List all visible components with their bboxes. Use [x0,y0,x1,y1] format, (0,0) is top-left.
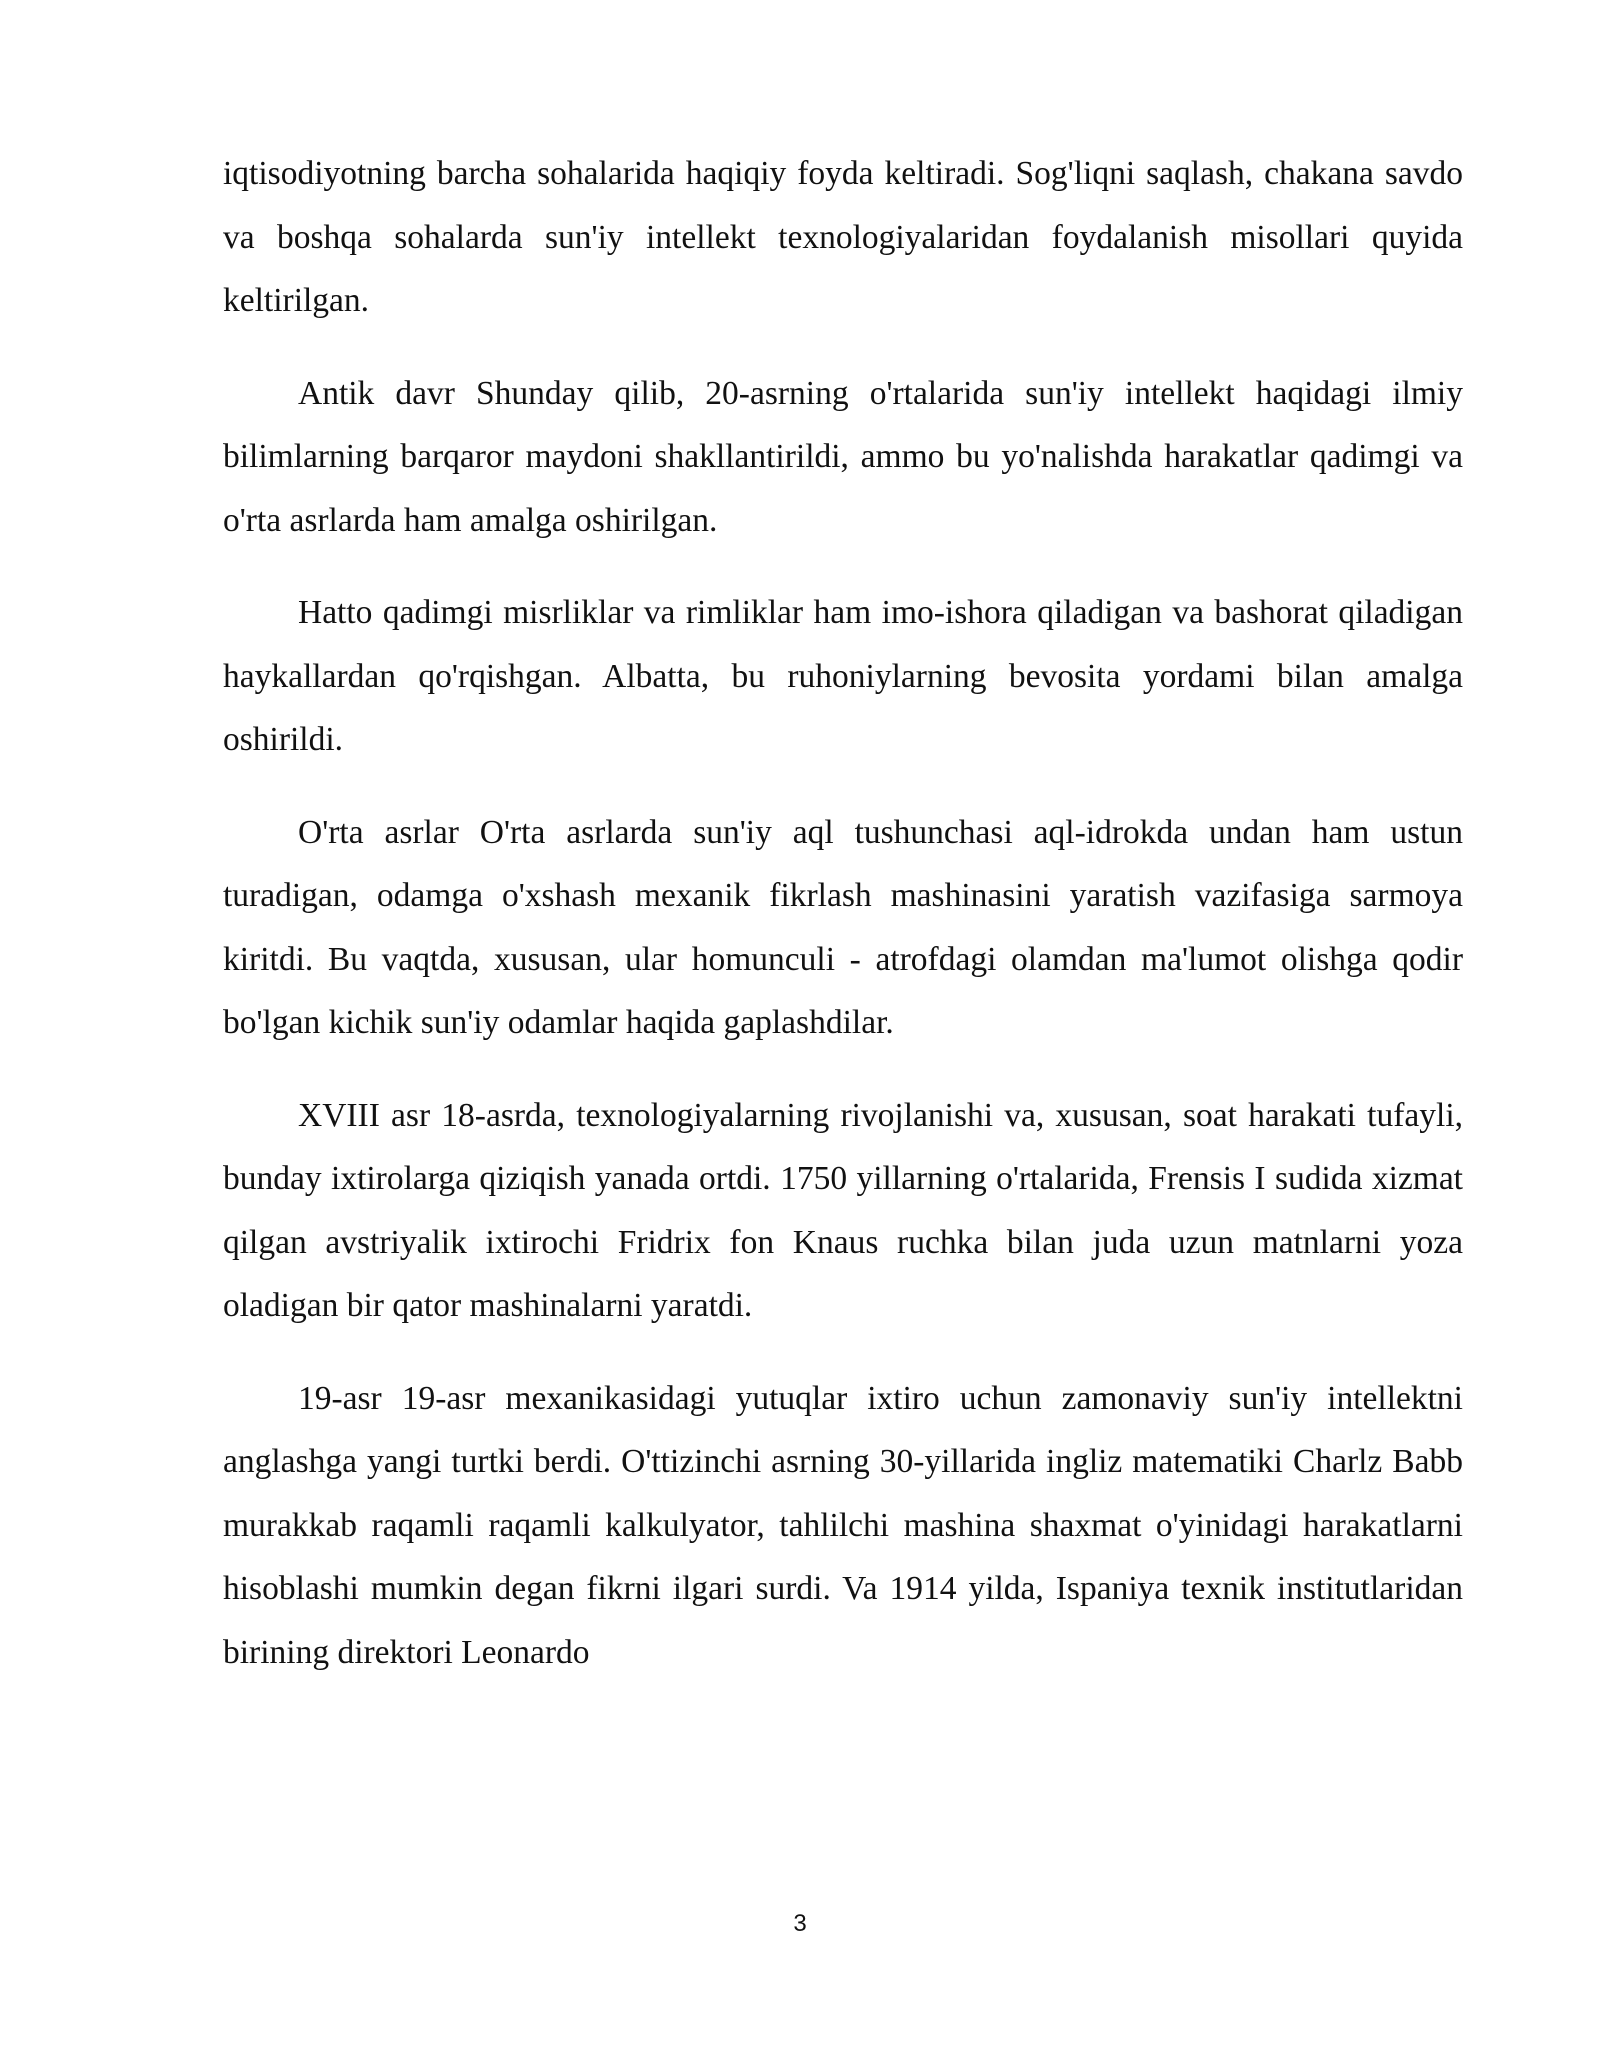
paragraph-3: Hatto qadimgi misrliklar va rimliklar ham imo-ishora qiladigan va bashorat qiladigan haykallardan qo'rqishgan. Albatta, bu ruhoniylarning bevosita yordami bilan amalga oshirildi. [223,594,1463,758]
document-body [223,142,1463,1713]
paragraph-4: O'rta asrlar O'rta asrlarda sun'iy aql tushunchasi aql-idrokda undan ham ustun turadigan, odamga o'xshash mexanik fikrlash mashinasini yaratish vazifasiga sarmoya kiritdi. Bu vaqtda, xususan, ular homunculi - atrofdagi olamdan ma'lumot olishga qodir bo'lgan kichik sun'iy odamlar haqida gaplashdilar. [223,813,1463,1041]
paragraph-6: 19-asr 19-asr mexanikasidagi yutuqlar ixtiro uchun zamonaviy sun'iy intellektni anglashga yangi turtki berdi. O'ttizinchi asrning 30-yillarida ingliz matematiki Charlz Babb murakkab raqamli raqamli kalkulyator, tahlilchi mashina shaxmat o'yinidagi harakatlarni hisoblashi mumkin degan fikrni ilgari surdi. Va 1914 yilda, Ispaniya texnik institutlaridan birining direktori Leonardo [223,1379,1463,1671]
page-number: 3 [793,1910,807,1937]
paragraph-1: iqtisodiyotning barcha sohalarida haqiqiy foyda keltiradi. Sog'liqni saqlash, chakana savdo va boshqa sohalarda sun'iy intellekt texnologiyalaridan foydalanish misollari quyida keltirilgan. [223,155,1463,319]
paragraph-2: Antik davr Shunday qilib, 20-asrning o'rtalarida sun'iy intellekt haqidagi ilmiy bilimlarning barqaror maydoni shakllantirildi, ammo bu yo'nalishda harakatlar qadimgi va o'rta asrlarda ham amalga oshirilgan. [223,374,1463,539]
paragraph-5: XVIII asr 18-asrda, texnologiyalarning rivojlanishi va, xususan, soat harakati tufayli, bunday ixtirolarga qiziqish yanada ortdi. 1750 yillarning o'rtalarida, Frensis I sudida xizmat qilgan avstriyalik ixtirochi Fridrix fon Knaus ruchka bilan juda uzun matnlarni yoza oladigan bir qator mashinalarni yaratdi. [223,1096,1463,1324]
